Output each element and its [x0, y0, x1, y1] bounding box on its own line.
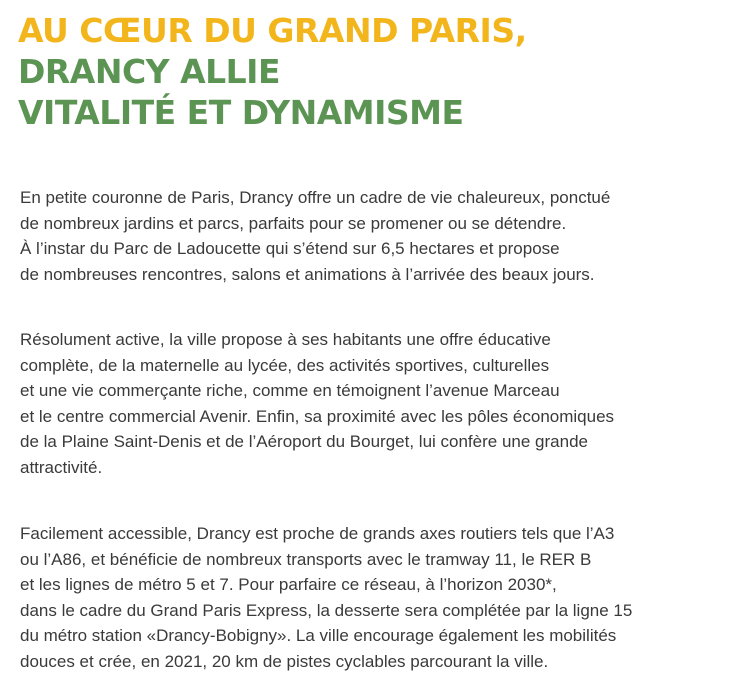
- headline-line-2: DRANCY ALLIE: [18, 52, 280, 91]
- paragraph-line: et une vie commerçante riche, comme en témoignent l’avenue Marceau: [20, 381, 560, 400]
- paragraph-line: Facilement accessible, Drancy est proche de grands axes routiers tels que l’A3: [20, 524, 615, 543]
- page-content: [18, 10, 718, 133]
- paragraph-active-city: [20, 327, 720, 480]
- headline-line-1: AU CŒUR DU GRAND PARIS,: [18, 11, 527, 50]
- paragraph-line: de la Plaine Saint-Denis et de l’Aéroport du Bourget, lui confère une grande: [20, 432, 588, 451]
- paragraph-line: attractivité.: [20, 457, 103, 477]
- paragraph-transport: [20, 521, 720, 674]
- paragraph-line: En petite couronne de Paris, Drancy offre un cadre de vie chaleureux, ponctué: [20, 188, 611, 207]
- paragraph-line: ou l’A86, et bénéficie de nombreux transports avec le tramway 11, le RER B: [20, 549, 592, 569]
- paragraph-line: Résolument active, la ville propose à ses habitants une offre éducative: [20, 330, 551, 349]
- paragraph-line: et les lignes de métro 5 et 7. Pour parfaire ce réseau, à l’horizon 2030*,: [20, 575, 557, 594]
- paragraph-line: douces et crée, en 2021, 20 km de pistes cyclables parcourant la ville.: [20, 651, 549, 671]
- paragraph-line: À l’instar du Parc de Ladoucette qui s’étend sur 6,5 hectares et propose: [20, 239, 560, 258]
- paragraph-living-environment: [20, 185, 720, 287]
- paragraph-line: et le centre commercial Avenir. Enfin, sa proximité avec les pôles économiques: [20, 406, 615, 426]
- paragraph-line: dans le cadre du Grand Paris Express, la desserte sera complétée par la ligne 15: [20, 600, 633, 620]
- paragraph-line: de nombreuses rencontres, salons et animations à l’arrivée des beaux jours.: [20, 264, 595, 284]
- page-headline: [18, 10, 718, 133]
- paragraph-line: du métro station «Drancy-Bobigny». La ville encourage également les mobilités: [20, 626, 617, 645]
- paragraph-line: complète, de la maternelle au lycée, des activités sportives, culturelles: [20, 355, 550, 375]
- headline-line-3: VITALITÉ ET DYNAMISME: [18, 93, 464, 132]
- paragraph-line: de nombreux jardins et parcs, parfaits pour se promener ou se détendre.: [20, 213, 567, 233]
